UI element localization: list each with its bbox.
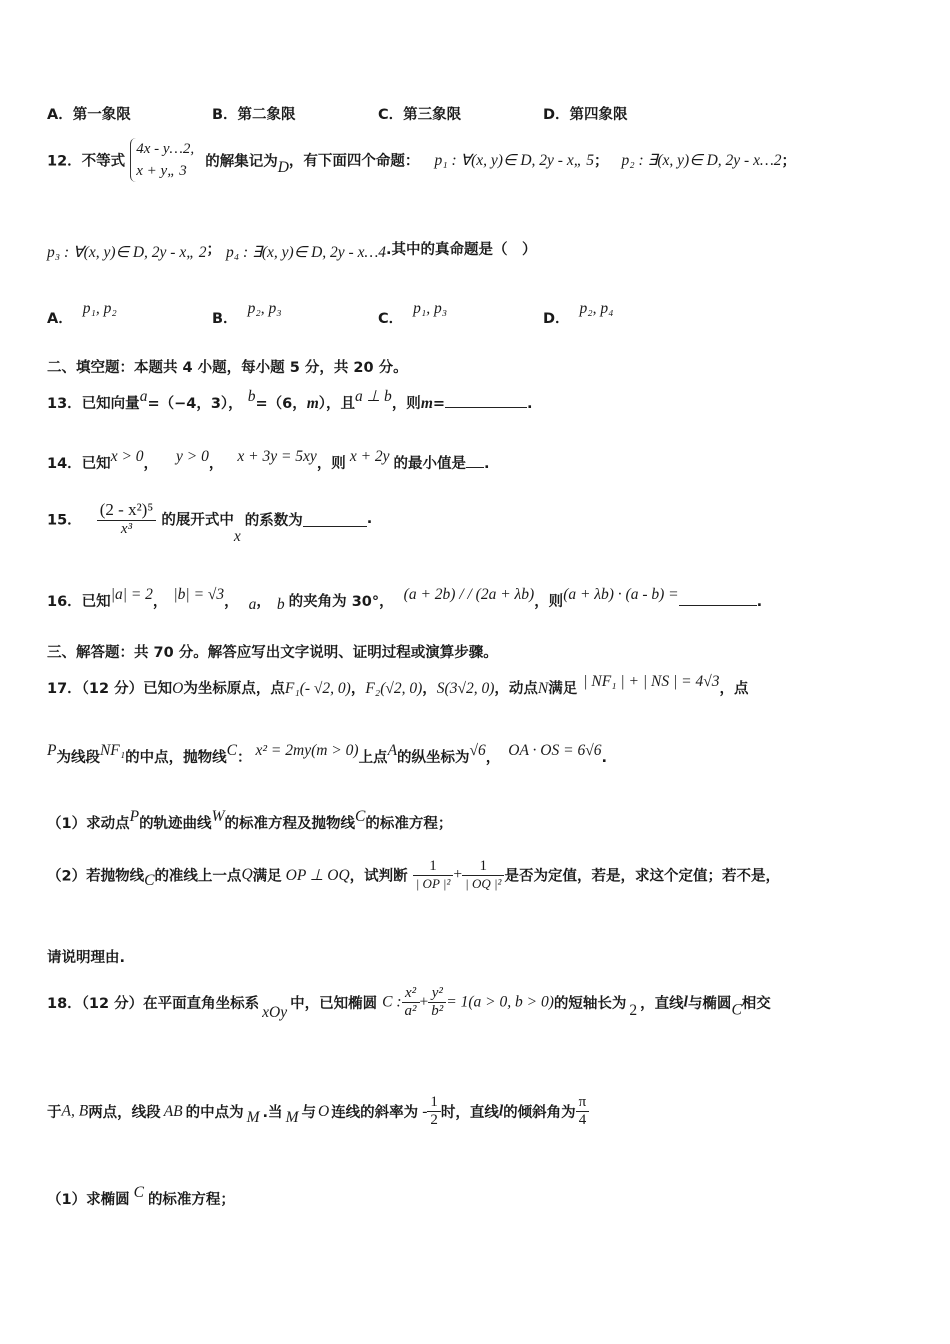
q17-part1-text-2: 的轨迹曲线 — [139, 816, 212, 832]
q16-answer-blank — [679, 591, 757, 606]
q14-target: x + 2y — [349, 448, 390, 465]
q16-text-4: ， — [256, 594, 271, 610]
q18-frac-y-den: b² — [431, 1003, 444, 1019]
q12-option-b-value: p₂, p₃ — [247, 300, 282, 317]
q17-origin: O — [172, 680, 184, 697]
section-3-heading: 三、解答题：共 70 分。解答应写出文字说明、证明过程或演算步骤。 — [47, 645, 498, 661]
q12-text-1: 的解集记为 — [205, 153, 278, 170]
q17-part2-text-4: ，试判断 — [349, 868, 408, 885]
q13-m: m — [306, 395, 319, 412]
q17-text-8: 为线段 — [56, 750, 100, 766]
q18-segment-ab: AB — [163, 1102, 183, 1120]
q18-text-1: 18．（12 分）在平面直角坐标系 — [47, 996, 260, 1012]
q13-vector-b: b — [247, 388, 256, 405]
q14 — [47, 448, 490, 473]
section-2-heading: 二、填空题：本题共 4 小题，每小题 5 分，共 20 分。 — [47, 360, 408, 376]
q16-vector-a: a — [248, 596, 257, 613]
q17-fraction-2-den: | OQ |² — [465, 876, 502, 891]
q17-text-9: 的中点，抛物线 — [125, 750, 227, 766]
q18-slope-num: 1 — [427, 1094, 441, 1112]
q17-part1-w: W — [211, 808, 225, 825]
q18-angle-num: π — [576, 1094, 590, 1112]
q17-part1-text-1: （1）求动点 — [47, 816, 130, 832]
q14-text-5: 的最小值是 — [393, 456, 467, 472]
q18-line-l: l — [683, 993, 688, 1011]
q17-sqrt6: √6 — [469, 742, 486, 759]
q17-text-3: ， — [350, 681, 366, 697]
q17-part2-text-5: 是否为定值，若是，求这个定值；若不是， — [504, 868, 780, 885]
q17-part1-text-3: 的标准方程及抛物线 — [224, 816, 355, 832]
q12-number: 12．不等式 — [47, 153, 126, 170]
q18-part1-text-1: （1）求椭圆 — [47, 1192, 130, 1208]
q16-dot-product: (a + λb) · (a - b) = — [563, 586, 679, 603]
q17-part2-text-2: 的准线上一点 — [154, 868, 242, 885]
q17-part1-text-4: 的标准方程； — [365, 816, 453, 832]
q14-text-2: ， — [143, 456, 159, 472]
q16-text-2: ， — [152, 594, 168, 610]
q15-text-3: . — [366, 511, 373, 527]
q18-line-l2: l — [498, 1102, 504, 1120]
q17-text-1: 17．（12 分）已知 — [47, 681, 173, 697]
q17-text-12: 的纵坐标为 — [397, 750, 470, 766]
q14-text-4: ，则 — [316, 456, 346, 472]
q17-line1 — [47, 673, 749, 698]
q16-vector-b: b — [276, 596, 285, 613]
q12-sep2: ； — [781, 153, 796, 170]
q16-norm-b: |b| = √3 — [173, 586, 225, 603]
q17-fraction-1-den: | OP |² — [415, 876, 451, 891]
q17-n: N — [537, 680, 549, 697]
q18-slope-frac — [427, 1094, 441, 1129]
q12-option-d — [543, 300, 614, 328]
q12-inequality-2: x + y„ 3 — [136, 163, 187, 179]
q14-answer-blank — [466, 453, 484, 468]
q15-answer-blank — [303, 512, 367, 527]
q17-point-a: A — [387, 742, 398, 759]
q17-p: P — [47, 742, 57, 759]
q18-frac-x — [402, 985, 420, 1020]
q17-parabola-eq: x² = 2my(m > 0) — [255, 742, 359, 759]
q12-option-c-label: C． — [378, 311, 404, 327]
q18-text-7: 于 — [47, 1105, 62, 1121]
q18-text-2: 中，已知椭圆 — [290, 996, 378, 1012]
q18-text-5: 与椭圆 — [687, 996, 732, 1012]
q12-option-a-value: p₁, p₂ — [82, 300, 117, 317]
q17-text-11: 上点 — [358, 750, 388, 766]
q17-condition: | NF₁ | + | NS | = 4√3 — [583, 673, 720, 690]
q18-frac-x-den: a² — [404, 1003, 417, 1019]
q17-part2-text-3: 满足 — [252, 868, 282, 885]
q17-f1: F₁(- √2, 0) — [284, 680, 351, 697]
q13-text-1: 13．已知向量 — [47, 396, 140, 412]
q17-parabola-c: C — [226, 742, 238, 759]
q18-xoy: xOy — [262, 1003, 288, 1021]
q12-option-a — [47, 300, 117, 328]
q13-text-4: ），且 — [318, 396, 356, 412]
q12-p4: p₄ : ∃(x, y)∈ D, 2y - x…4 — [226, 244, 386, 261]
q13-text-3: =（6， — [255, 396, 307, 412]
q12-sep3: ； — [206, 242, 221, 258]
q13-vector-a: a — [139, 388, 148, 405]
q18-points-ab: A, B — [61, 1102, 89, 1120]
q12-option-d-label: D． — [543, 311, 570, 327]
q12-p3: p₃ : ∀(x, y)∈ D, 2y - x„ 2 — [47, 244, 207, 261]
q12-option-c — [378, 300, 447, 328]
q16-parallel: (a + 2b) / / (2a + λb) — [403, 586, 535, 603]
q12-line1 — [47, 138, 796, 182]
q12-option-b — [212, 300, 282, 328]
q18-angle-frac — [576, 1094, 590, 1129]
q13-m2: m — [420, 395, 433, 412]
q14-text-1: 14．已知 — [47, 456, 111, 472]
q14-text-6: . — [484, 456, 490, 472]
q15-fraction — [97, 500, 157, 538]
q18-text-10: .当 — [262, 1105, 283, 1121]
q17-text-6: 满足 — [548, 681, 578, 697]
q17-part1 — [47, 808, 453, 833]
q12-option-a-label: A． — [47, 311, 73, 327]
q12-option-b-label: B． — [212, 311, 238, 327]
q18-two: 2 — [629, 1001, 638, 1019]
q12-option-d-value: p₂, p₄ — [579, 300, 614, 317]
q18-part1 — [47, 1184, 235, 1209]
q16 — [47, 586, 763, 614]
q16-norm-a: |a| = 2 — [110, 586, 153, 603]
q17-text-2: 为坐标原点，点 — [183, 681, 285, 697]
q18-o: O — [317, 1102, 330, 1120]
q18-frac-x-num: x² — [402, 985, 420, 1003]
q11-option-a: A．第一象限 — [47, 107, 131, 123]
q15-numerator: (2 - x²)⁵ — [97, 500, 157, 521]
q11-option-d: D．第四象限 — [543, 107, 628, 123]
q17-text-7: ，点 — [719, 681, 749, 697]
q15-x: x — [233, 528, 241, 545]
q18-slope-den: 2 — [430, 1112, 438, 1128]
q13-text-7: . — [527, 396, 533, 412]
q18-ellipse-eq: = 1(a > 0, b > 0) — [446, 993, 554, 1011]
q18-line2 — [47, 1094, 589, 1129]
q17-part2-text-1: （2）若抛物线 — [47, 868, 145, 885]
q12-p2: p₂ : ∃(x, y)∈ D, 2y - x…2 — [621, 151, 782, 169]
q18-m2: M — [285, 1108, 299, 1126]
q17-fraction-2 — [462, 858, 504, 892]
q18-minus: - — [422, 1102, 428, 1120]
q11-option-c: C．第三象限 — [378, 107, 462, 123]
q17-text-5: ，动点 — [494, 681, 538, 697]
q18-frac-y — [428, 985, 446, 1020]
q18-frac-y-num: y² — [428, 985, 446, 1003]
q16-text-1: 16．已知 — [47, 594, 111, 610]
q17-fraction-1 — [413, 858, 454, 892]
q12-p1: p₁ : ∀(x, y)∈ D, 2y - x„ 5 — [434, 151, 594, 169]
q14-x-positive: x > 0 — [110, 448, 144, 465]
q17-text-10: ： — [237, 750, 252, 766]
q16-text-5: 的夹角为 30°， — [288, 594, 394, 610]
q13-answer-blank — [445, 393, 527, 408]
q14-equation: x + 3y = 5xy — [237, 448, 317, 465]
q12-sep1: ； — [593, 153, 609, 170]
q18-ellipse-c2: C — [731, 1001, 742, 1019]
q15-denominator: x³ — [120, 521, 133, 537]
q14-text-3: ， — [208, 456, 224, 472]
q12-text-2: ，有下面四个命题： — [288, 153, 420, 170]
q17-line2 — [47, 742, 607, 767]
q18-text-3: 的短轴长为 — [553, 996, 627, 1012]
q17-part2-c: C — [144, 872, 155, 889]
q13-text-5: ，则 — [391, 396, 421, 412]
q17-fraction-1-num: 1 — [413, 858, 454, 876]
q18-text-12: 连线的斜率为 — [331, 1105, 419, 1121]
q16-text-7: . — [756, 594, 763, 610]
q15-text-1: 的展开式中 — [161, 512, 234, 529]
q18-part1-c: C — [133, 1184, 144, 1201]
q18-part1-text-2: 的标准方程； — [147, 1192, 235, 1208]
q18-text-13: 时，直线 — [440, 1105, 499, 1121]
q12-inequality-1: 4x - y…2, — [136, 141, 195, 157]
q17-part1-c: C — [354, 808, 366, 825]
q17-nf1: NF₁ — [99, 742, 126, 759]
q13-text-6: = — [432, 396, 446, 412]
q17-s: S(3√2, 0) — [436, 680, 495, 697]
q15 — [47, 500, 372, 546]
q17-text-14: . — [601, 750, 607, 766]
q17-part1-p: P — [129, 808, 140, 825]
q17-dot: OA · OS = 6√6 — [508, 742, 602, 759]
q17-part2-perp: OP ⊥ OQ — [285, 866, 350, 884]
q17-part2 — [47, 858, 780, 892]
q17-f2: F₂(√2, 0) — [365, 680, 423, 697]
q18-text-8: 两点，线段 — [88, 1105, 161, 1121]
q13-text-2: =（−4，3）， — [147, 396, 243, 412]
q12-option-c-value: p₁, p₃ — [413, 300, 448, 317]
q17-fraction-2-num: 1 — [462, 858, 504, 876]
q13 — [47, 388, 533, 413]
q16-text-6: ，则 — [534, 594, 564, 610]
q18-text-9: 的中点为 — [185, 1105, 244, 1121]
q17-fraction-plus: + — [453, 866, 463, 883]
q15-number: 15． — [47, 512, 82, 529]
q18-text-14: 的倾斜角为 — [503, 1105, 576, 1121]
q15-text-2: 的系数为 — [244, 512, 303, 529]
q12-inequality-system — [130, 138, 194, 182]
q18-text-11: 与 — [301, 1105, 316, 1121]
q11-option-b: B．第二象限 — [212, 107, 296, 123]
q17-text-4: ， — [422, 681, 437, 697]
q12-text-3: .其中的真命题是（ ） — [386, 242, 537, 258]
q12-line2 — [47, 238, 537, 262]
q18-line1 — [47, 985, 771, 1022]
q17-part2-cont: 请说明理由. — [47, 950, 126, 966]
q18-angle-den: 4 — [578, 1112, 587, 1128]
q18-m: M — [246, 1108, 260, 1126]
q18-ellipse-c: C : — [382, 993, 402, 1011]
q18-plus: + — [419, 993, 429, 1011]
q12-set-d: D — [277, 159, 289, 176]
q16-text-3: ， — [224, 594, 239, 610]
q17-text-13: ， — [485, 750, 501, 766]
q18-text-4: ，直线 — [640, 996, 684, 1012]
q18-text-6: 相交 — [741, 996, 771, 1012]
q14-y-positive: y > 0 — [176, 448, 209, 465]
q13-perp: a ⊥ b — [355, 388, 392, 405]
q17-part2-q: Q — [241, 866, 253, 883]
